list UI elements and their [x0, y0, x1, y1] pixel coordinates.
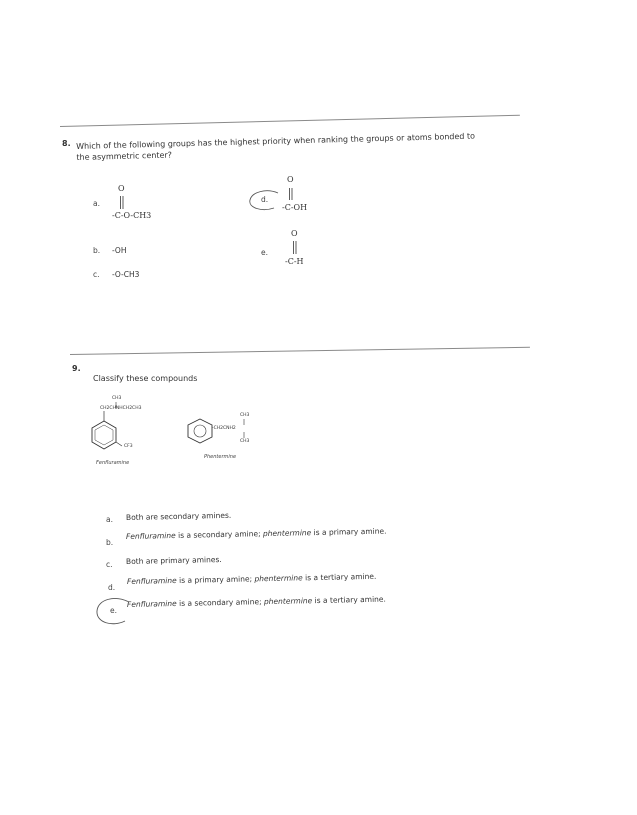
q9-option-b-part-0: Fenfluramine [125, 530, 176, 541]
question-8-number: 8. [62, 139, 71, 148]
q9-option-b-part-1: is a secondary amine; [175, 529, 264, 540]
q8-option-c-text[interactable]: -O-CH3 [112, 270, 140, 279]
q9-option-e-part-0: Fenfluramine [126, 598, 177, 609]
q9-option-a-letter[interactable]: a. [106, 515, 113, 524]
q8-e-formula: -C-H [285, 257, 304, 266]
q8-d-formula: -C-OH [282, 203, 308, 212]
q8-option-c-letter[interactable]: c. [93, 270, 100, 279]
q9-option-b-text[interactable] [126, 527, 387, 541]
q9-option-b-letter[interactable]: b. [106, 538, 114, 547]
q8-d-double-bond [288, 188, 294, 201]
question-9-prompt: Classify these compounds [93, 374, 198, 383]
q9-option-e-part-2: phentermine [263, 596, 313, 607]
question-8-prompt-line-2: the asymmetric center? [76, 150, 173, 162]
q9-option-d-part-3: is a tertiary amine. [302, 571, 377, 583]
q8-option-d-letter[interactable]: d. [261, 195, 269, 204]
q8-a-oxygen: O [118, 184, 125, 193]
q8-option-e-letter[interactable]: e. [261, 248, 268, 257]
phentermine-name: Phentermine [204, 454, 237, 460]
q8-option-b-letter[interactable]: b. [93, 246, 101, 255]
q9-option-e-part-3: is a tertiary amine. [312, 594, 386, 606]
q8-a-formula: -C-O-CH3 [112, 211, 152, 220]
phentermine-bottom-bond [243, 432, 245, 438]
q9-option-c-letter[interactable]: c. [106, 560, 113, 569]
q9-option-d-part-0: Fenfluramine [126, 575, 177, 586]
phentermine-top-bond [243, 419, 245, 425]
phentermine-methyl-top: CH3 [240, 413, 250, 418]
q9-option-d-text[interactable] [127, 572, 377, 586]
q8-e-double-bond [292, 241, 298, 255]
q9-option-d-part-2: phentermine [254, 573, 303, 584]
q9-option-a-text[interactable] [126, 511, 231, 522]
fenfluramine-name: Fenfluramine [96, 460, 130, 466]
q9-option-a-part-0: Both are secondary amines. [125, 510, 232, 522]
question-8-prompt-line-1: Which of the following groups has the highest priority when ranking the groups or atoms bonded to [76, 131, 476, 151]
fenfluramine-cf3: CF3 [124, 444, 133, 449]
question-8-top-rule [60, 115, 520, 127]
q9-option-e-part-1: is a secondary amine; [176, 597, 265, 608]
fenfluramine-chain: CH2CHNHCH2CH3 [100, 406, 142, 411]
q9-option-e-letter[interactable]: e. [110, 606, 117, 615]
phentermine-chain: -CH2CNH2 [212, 426, 236, 431]
phentermine-benzene-ring [186, 418, 226, 444]
q8-d-oxygen: O [287, 175, 294, 184]
q9-option-b-part-2: phentermine [262, 528, 312, 539]
phentermine-methyl-bottom: CH3 [240, 439, 250, 444]
fenfluramine-methyl: CH3 [112, 396, 122, 401]
question-9-number: 9. [72, 364, 81, 373]
q8-e-oxygen: O [291, 229, 298, 238]
q9-option-c-text[interactable] [126, 555, 222, 566]
q9-option-b-part-3: is a primary amine. [311, 526, 387, 538]
question-9-top-rule [70, 347, 530, 355]
q9-option-d-letter[interactable]: d. [108, 583, 116, 592]
q8-option-b-text[interactable]: -OH [112, 246, 127, 255]
question-8-prompt [76, 131, 475, 163]
q8-option-a-letter[interactable]: a. [93, 199, 100, 208]
q9-option-c-part-0: Both are primary amines. [125, 554, 222, 566]
q9-option-d-part-1: is a primary amine; [176, 574, 255, 585]
q8-a-double-bond [119, 196, 125, 210]
q9-option-e-text[interactable] [127, 595, 386, 609]
